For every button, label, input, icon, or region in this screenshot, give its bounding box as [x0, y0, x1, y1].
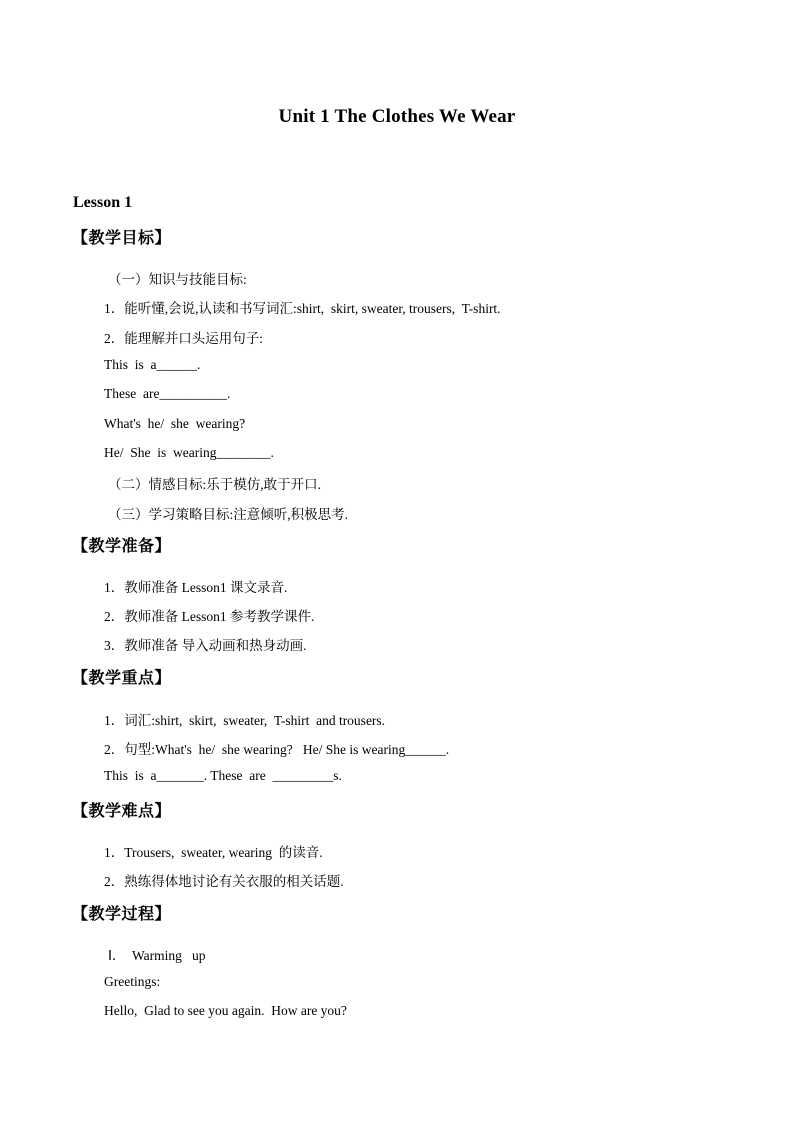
section-heading-process: 【教学过程】: [72, 904, 172, 923]
process-line: Hello, Glad to see you again. How are you?: [104, 1003, 347, 1018]
difficulties-line: 1．Trousers, sweater, wearing 的读音.: [104, 845, 323, 860]
process-line: Greetings:: [104, 974, 161, 989]
page-title: Unit 1 The Clothes We Wear: [278, 106, 516, 127]
objectives-line: What's he/ she wearing?: [104, 416, 246, 431]
section-heading-key-points: 【教学重点】: [72, 668, 172, 687]
objectives-line: These are__________.: [104, 386, 231, 401]
objectives-line: （二）情感目标:乐于模仿,敢于开口.: [108, 477, 322, 492]
objectives-line: 1．能听懂,会说,认读和书写词汇:shirt, skirt, sweater, trousers, T-shirt.: [104, 301, 501, 316]
objectives-line: 2．能理解并口头运用句子:: [104, 331, 264, 346]
key-points-line: 2．句型:What's he/ she wearing? He/ She is wearing______.: [104, 742, 450, 757]
key-points-line: This is a_______. These are _________s.: [104, 768, 342, 783]
objectives-line: This is a______.: [104, 357, 201, 372]
objectives-line: He/ She is wearing________.: [104, 445, 274, 460]
preparation-line: 2．教师准备 Lesson1 参考教学课件.: [104, 609, 315, 624]
preparation-line: 1．教师准备 Lesson1 课文录音.: [104, 580, 288, 595]
preparation-line: 3．教师准备 导入动画和热身动画.: [104, 638, 307, 653]
objectives-line: （三）学习策略目标:注意倾听,积极思考.: [108, 507, 349, 522]
process-line: Ⅰ． Warming up: [108, 948, 206, 963]
section-heading-difficulties: 【教学难点】: [72, 801, 172, 820]
difficulties-line: 2．熟练得体地讨论有关衣服的相关话题.: [104, 874, 344, 889]
lesson-heading: Lesson 1: [73, 194, 133, 211]
section-heading-objectives: 【教学目标】: [72, 228, 172, 247]
key-points-line: 1．词汇:shirt, skirt, sweater, T-shirt and trousers.: [104, 713, 386, 728]
objectives-line: （一）知识与技能目标:: [108, 272, 247, 287]
section-heading-preparation: 【教学准备】: [72, 536, 172, 555]
